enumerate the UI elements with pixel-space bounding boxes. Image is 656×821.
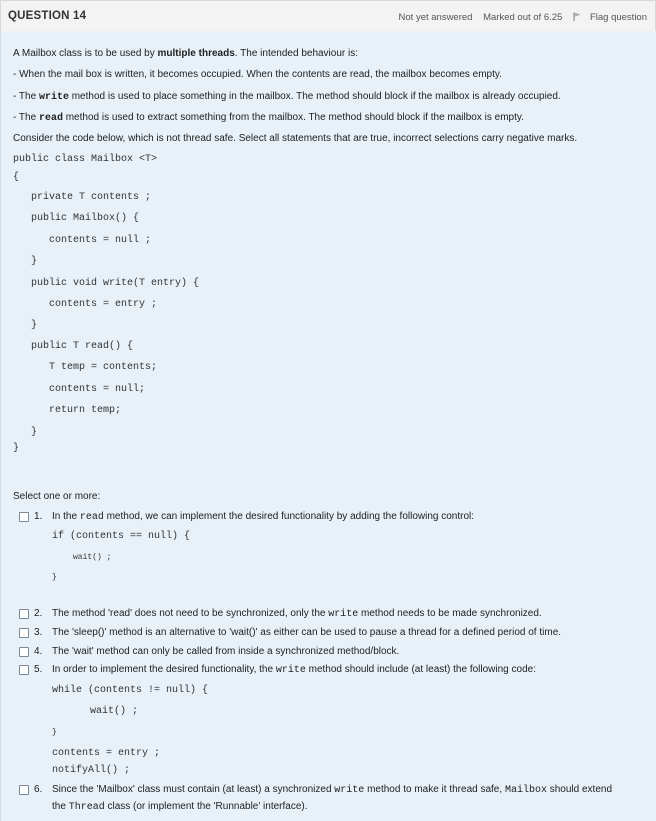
option-5-text: In order to implement the desired functionality, the write method should include (at least) the following code: (52, 664, 536, 676)
prompt-line-3: - The write method is used to place something in the mailbox. The method should block if the mailbox is already occupied. (13, 91, 561, 103)
option-2-text: The method 'read' does not need to be synchronized, only the write method needs to be made synchronized. (52, 608, 542, 620)
code-line: public class Mailbox <T> (13, 154, 158, 165)
code-line: public Mailbox() { (31, 213, 140, 224)
option-1-number: 1. (34, 511, 43, 522)
code-line: return temp; (49, 405, 122, 416)
flag-icon (573, 12, 580, 21)
option-3-text: The 'sleep()' method is an alternative to 'wait()' as either can be used to pause a thread for a defined period of time. (52, 627, 562, 638)
option-1-code-line: wait() ; (73, 553, 112, 562)
question-header (0, 0, 656, 33)
code-line: T temp = contents; (49, 362, 158, 373)
flag-question-link[interactable] (573, 12, 647, 23)
select-instruction: Select one or more: (13, 491, 101, 502)
code-line: { (13, 172, 20, 183)
prompt-line-4: - The read method is used to extract something from the mailbox. The method should block if the mailbox is empty. (13, 112, 524, 124)
option-5-checkbox[interactable] (19, 665, 29, 675)
option-6-checkbox[interactable] (19, 785, 29, 795)
code-line: contents = null; (49, 384, 146, 395)
code-line: } (31, 320, 38, 331)
option-5-code-line: while (contents != null) { (52, 685, 209, 696)
code-line: public T read() { (31, 341, 134, 352)
option-6-text-line-2: the Thread class (or implement the 'Runnable' interface). (52, 801, 308, 813)
code-line: contents = null ; (49, 235, 152, 246)
code-line: private T contents ; (31, 192, 152, 203)
option-1-code-line: if (contents == null) { (52, 531, 191, 542)
option-3-checkbox[interactable] (19, 628, 29, 638)
question-title: QUESTION 14 (8, 10, 87, 22)
option-5-code-line: notifyAll() ; (52, 765, 131, 776)
prompt-line-5: Consider the code below, which is not thread safe. Select all statements that are true, incorrect selections carry negative marks. (13, 133, 578, 144)
option-1-checkbox[interactable] (19, 512, 29, 522)
option-5-code-line: contents = entry ; (52, 748, 161, 759)
code-line: } (13, 443, 20, 454)
option-5-number: 5. (34, 664, 43, 675)
option-6-text-line-1: Since the 'Mailbox' class must contain (at least) a synchronized write method to make it thread safe, Mailbox should extend (52, 784, 613, 796)
code-line: } (31, 256, 38, 267)
code-line: } (31, 427, 38, 438)
question-marks: Marked out of 6.25 (483, 12, 563, 23)
option-3-number: 3. (34, 627, 43, 638)
option-6-number: 6. (34, 784, 43, 795)
option-4-checkbox[interactable] (19, 647, 29, 657)
option-4-number: 4. (34, 646, 43, 657)
option-5-code-line: } (52, 728, 57, 737)
prompt-line-1: A Mailbox class is to be used by multiple threads. The intended behaviour is: (13, 48, 359, 59)
option-4-text: The 'wait' method can only be called from inside a synchronized method/block. (52, 646, 400, 657)
option-2-checkbox[interactable] (19, 609, 29, 619)
prompt-line-2: - When the mail box is written, it becomes occupied. When the contents are read, the mailbox becomes empty. (13, 69, 502, 80)
option-2-number: 2. (34, 608, 43, 619)
option-1-text: In the read method, we can implement the desired functionality by adding the following control: (52, 511, 475, 523)
option-5-code-line: wait() ; (90, 706, 139, 717)
flag-label: Flag question (589, 12, 647, 23)
question-content (0, 31, 656, 821)
answer-status: Not yet answered (398, 12, 473, 23)
code-line: contents = entry ; (49, 299, 158, 310)
question-meta (391, 11, 647, 23)
option-1-code-line: } (52, 573, 57, 582)
code-line: public void write(T entry) { (31, 278, 200, 289)
